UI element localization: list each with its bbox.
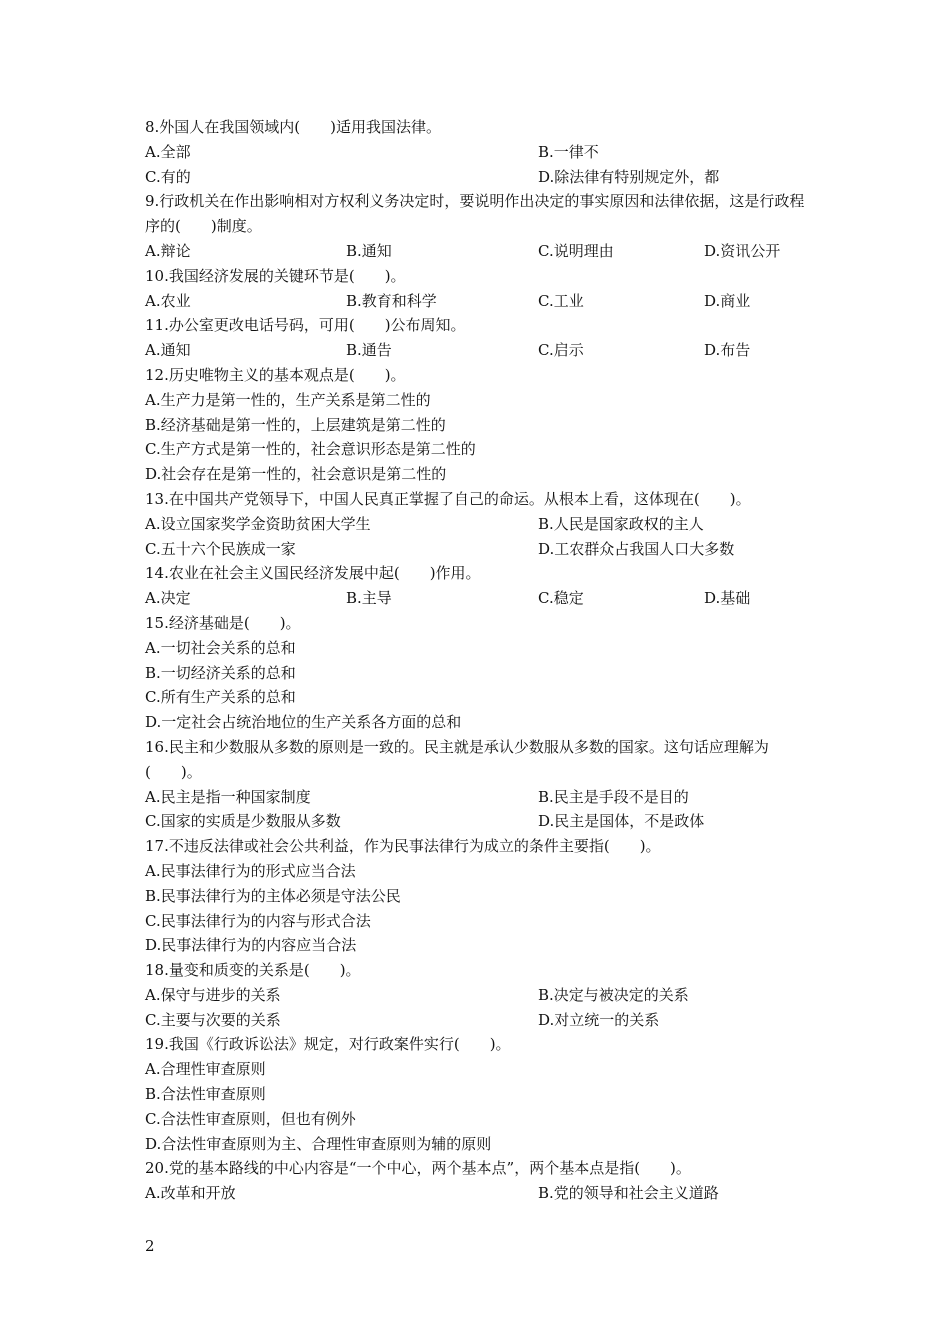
option-a: A.设立国家奖学金资助贫困大学生 — [145, 514, 371, 533]
option-d: D.社会存在是第一性的，社会意识是第二性的 — [145, 465, 447, 484]
option-a: A.全部 — [145, 142, 191, 161]
option-b: B.一律不 — [538, 142, 599, 161]
options-row — [145, 586, 815, 611]
question-18: 18.量变和质变的关系是( )。 — [145, 961, 361, 980]
options-row — [145, 239, 815, 264]
question-20: 20.党的基本路线的中心内容是“一个中心，两个基本点”，两个基本点是指( )。 — [145, 1159, 691, 1178]
option-a: A.民主是指一种国家制度 — [145, 787, 311, 806]
option-a: A.合理性审查原则 — [145, 1060, 266, 1079]
options-row — [145, 785, 815, 810]
option-b: B.一切经济关系的总和 — [145, 663, 296, 682]
options-row — [145, 338, 815, 363]
option-c: C.工业 — [538, 291, 584, 310]
question-16: 16.民主和少数服从多数的原则是一致的。民主就是承认少数服从多数的国家。这句话应理解为( )。 — [145, 737, 769, 781]
option-b: B.通告 — [346, 341, 392, 360]
question-12: 12.历史唯物主义的基本观点是( )。 — [145, 365, 406, 384]
option-b: B.党的领导和社会主义道路 — [538, 1184, 719, 1203]
options-row — [145, 1181, 815, 1206]
options-row — [145, 1008, 815, 1033]
option-d: D.除法律有特别规定外，都 — [538, 167, 720, 186]
option-c: C.国家的实质是少数服从多数 — [145, 812, 341, 831]
option-b: B.教育和科学 — [346, 291, 437, 310]
option-d: D.资讯公开 — [704, 241, 781, 260]
option-a: A.改革和开放 — [145, 1184, 236, 1203]
option-c: C.合法性审查原则，但也有例外 — [145, 1109, 356, 1128]
question-10: 10.我国经济发展的关键环节是( )。 — [145, 266, 406, 285]
option-a: A.一切社会关系的总和 — [145, 638, 296, 657]
option-c: C.五十六个民族成一家 — [145, 539, 296, 558]
options-row — [145, 537, 815, 562]
options-row — [145, 289, 815, 314]
option-b: B.经济基础是第一性的，上层建筑是第二性的 — [145, 415, 446, 434]
option-a: A.通知 — [145, 341, 191, 360]
question-19: 19.我国《行政诉讼法》规定，对行政案件实行( )。 — [145, 1035, 511, 1054]
option-d: D.一定社会占统治地位的生产关系各方面的总和 — [145, 713, 462, 732]
option-d: D.合法性审查原则为主、合理性审查原则为辅的原则 — [145, 1134, 492, 1153]
option-c: C.说明理由 — [538, 241, 614, 260]
option-a: A.农业 — [145, 291, 191, 310]
option-a: A.民事法律行为的形式应当合法 — [145, 861, 356, 880]
question-15: 15.经济基础是( )。 — [145, 613, 301, 632]
question-9: 9.行政机关在作出影响相对方权利义务决定时，要说明作出决定的事实原因和法律依据，这是行政程序的( )制度。 — [145, 192, 805, 236]
option-d: D.民主是国体，不是政体 — [538, 812, 705, 831]
question-11: 11.办公室更改电话号码，可用( )公布周知。 — [145, 316, 466, 335]
option-a: A.决定 — [145, 589, 191, 608]
option-b: B.民事法律行为的主体必须是守法公民 — [145, 886, 401, 905]
option-b: B.民主是手段不是目的 — [538, 787, 689, 806]
options-row — [145, 165, 815, 190]
option-c: C.民事法律行为的内容与形式合法 — [145, 911, 371, 930]
option-b: B.通知 — [346, 241, 392, 260]
option-d: D.布告 — [704, 341, 751, 360]
option-a: A.生产力是第一性的，生产关系是第二性的 — [145, 390, 431, 409]
option-c: C.生产方式是第一性的，社会意识形态是第二性的 — [145, 440, 476, 459]
option-c: C.主要与次要的关系 — [145, 1010, 281, 1029]
option-a: A.保守与进步的关系 — [145, 985, 281, 1004]
question-13: 13.在中国共产党领导下，中国人民真正掌握了自己的命运。从根本上看，这体现在( )。 — [145, 489, 751, 508]
option-a: A.辩论 — [145, 241, 191, 260]
question-list — [145, 115, 815, 1206]
options-row — [145, 983, 815, 1008]
page-number: 2 — [145, 1237, 155, 1255]
option-d: D.工农群众占我国人口大多数 — [538, 539, 735, 558]
options-row — [145, 809, 815, 834]
option-c: C.启示 — [538, 341, 584, 360]
option-c: C.有的 — [145, 167, 191, 186]
question-14: 14.农业在社会主义国民经济发展中起( )作用。 — [145, 564, 481, 583]
question-17: 17.不违反法律或社会公共利益，作为民事法律行为成立的条件主要指( )。 — [145, 837, 661, 856]
option-d: D.对立统一的关系 — [538, 1010, 660, 1029]
option-b: B.合法性审查原则 — [145, 1085, 266, 1104]
option-d: D.商业 — [704, 291, 751, 310]
option-d: D.民事法律行为的内容应当合法 — [145, 936, 357, 955]
options-row — [145, 140, 815, 165]
option-b: B.人民是国家政权的主人 — [538, 514, 704, 533]
question-8: 8.外国人在我国领域内( )适用我国法律。 — [145, 118, 442, 136]
option-c: C.稳定 — [538, 589, 584, 608]
option-d: D.基础 — [704, 589, 751, 608]
options-row — [145, 512, 815, 537]
option-b: B.决定与被决定的关系 — [538, 985, 689, 1004]
option-c: C.所有生产关系的总和 — [145, 688, 296, 707]
option-b: B.主导 — [346, 589, 392, 608]
